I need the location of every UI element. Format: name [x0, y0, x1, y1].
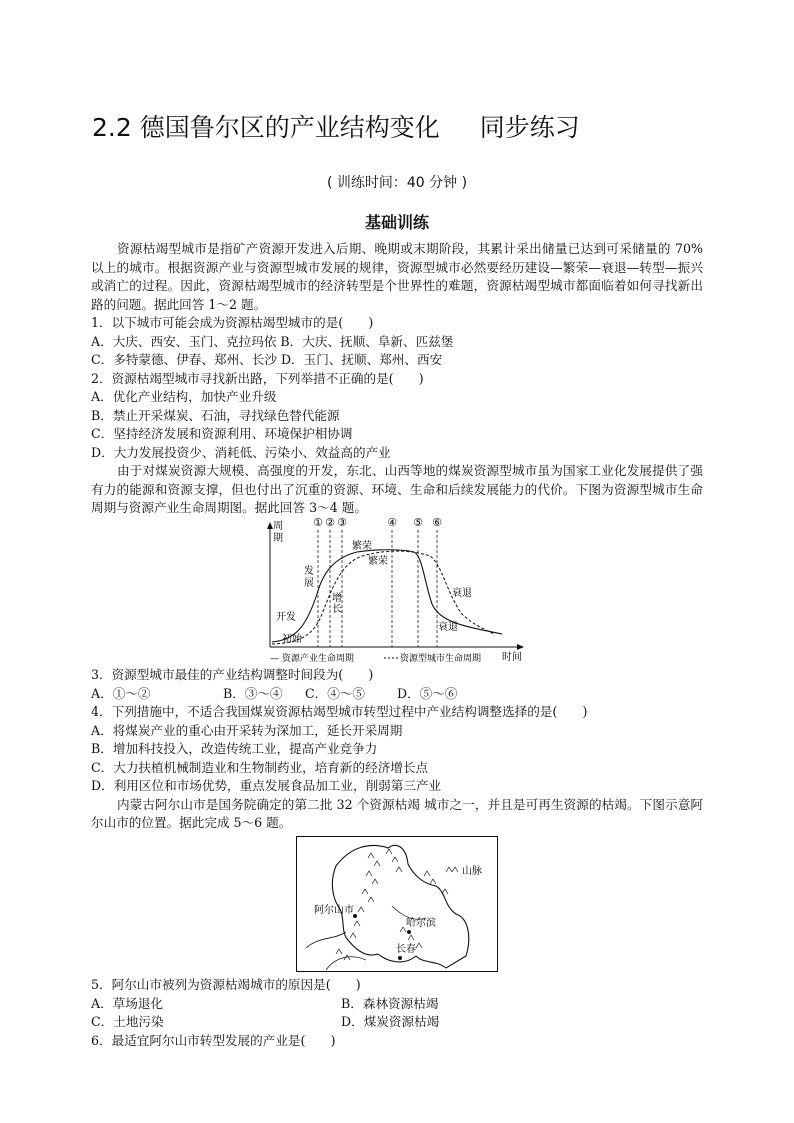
label-shuaitui-lower: 衰退: [438, 622, 458, 633]
y-axis-label-1: 周: [273, 521, 283, 532]
q4-option-c: C．大力扶植机械制造业和生物制药业，培育新的经济增长点: [91, 759, 429, 775]
stage-markers: [313, 516, 442, 529]
text-block-3: [91, 976, 703, 1050]
lifecycle-chart: [262, 514, 532, 664]
marker-1: ①: [313, 516, 323, 529]
q5-option-d: D．煤炭资源枯竭: [341, 1014, 440, 1029]
title-suffix: 同步练习: [479, 113, 580, 142]
x-axis-label: 时间: [502, 652, 522, 663]
text-block-1: [91, 240, 703, 518]
q2-option-c: C．坚持经济发展和资源利用、环境保护相协调: [91, 426, 353, 441]
label-fanrong-lower: 繁荣: [368, 556, 388, 567]
q3-option-b: B．③～④: [223, 685, 283, 701]
q5-stem: 5．阿尔山市被列为资源枯竭城市的原因是( ): [91, 977, 361, 992]
changchun-dot: [398, 956, 402, 960]
passage-1: 资源枯竭型城市是指矿产资源开发进入后期、晚期或末期阶段，其累计采出储量已达到可采储量的 70%以上的城市。根据资源产业与资源型城市发展的规律，资源型城市必然要经历建设—繁荣—衰退—转型—振兴或消亡的过程。因此，资源枯竭型城市的经济转型是个世界性的难题，资源枯竭型城市都面临着如何寻找新出路的问题。据此回答 1～2 题。: [91, 241, 704, 312]
label-zengzhang-2: 长: [332, 604, 342, 615]
passage-3: 内蒙古阿尔山市是国务院确定的第二批 32 个资源枯竭 城市之一，并且是可再生资源的枯竭。下图示意阿尔山市的位置。据此完成 5～6 题。: [91, 796, 703, 830]
q6-stem: 6．最适宜阿尔山市转型发展的产业是( ): [91, 1032, 336, 1048]
label-shuaitui-upper: 衰退: [452, 588, 472, 599]
marker-5: ⑤: [413, 516, 423, 529]
label-fazhan-1: 发: [304, 566, 314, 577]
label-mountain: 山脉: [462, 866, 482, 877]
q3-options: [91, 685, 703, 704]
label-zengzhang-1: 增: [332, 593, 342, 604]
page-title: [92, 108, 580, 144]
q3-option-c: C．④～⑤: [305, 685, 366, 701]
text-block-2: [91, 666, 703, 833]
passage-2: 由于对煤炭资源大规模、高强度的开发，东北、山西等地的煤炭资源型城市虽为国家工业化发展提供了强有力的能源和资源支撑，但也付出了沉重的资源、环境、生命和后续发展能力的代价。下图为资源型城市生命周期与资源产业生命周期图。据此回答 3～4 题。: [91, 463, 703, 515]
q4-stem: 4．下列措施中，不适合我国煤炭资源枯竭型城市转型过程中产业结构调整选择的是( ): [91, 704, 588, 719]
marker-4: ④: [387, 516, 397, 529]
q2-option-d: D．大力发展投资少、消耗低、污染小、效益高的产业: [91, 444, 391, 460]
q4-option-b: B．增加科技投入，改造传统工业，提高产业竞争力: [91, 741, 378, 756]
label-fanrong-upper: 繁荣: [352, 541, 372, 552]
label-changchun: 长春: [396, 944, 416, 955]
legend-solid: — 资源产业生命周期: [270, 654, 354, 664]
chart-legend: [270, 652, 481, 664]
q2-stem: 2．资源枯竭型城市寻找新出路，下列举措不正确的是( ): [91, 370, 424, 386]
q1-options-cd: C．多特蒙德、伊春、郑州、长沙 D．玉门、抚顺、郑州、西安: [91, 352, 443, 367]
legend-dashed: 资源型城市生命周期: [400, 654, 482, 664]
x-axis-arrow: [517, 644, 524, 650]
q5-options-cd: [91, 1013, 703, 1032]
label-chushi: 初始: [282, 634, 302, 645]
stage-labels: [276, 539, 522, 663]
y-axis-label-2: 期: [273, 533, 283, 544]
label-harbin: 哈尔滨: [406, 918, 436, 929]
section-heading: 基础训练: [364, 213, 429, 232]
q5-option-a: A．草场退化: [91, 995, 164, 1011]
harbin-dot: [407, 930, 411, 934]
label-kaifa: 开发: [276, 612, 296, 623]
q3-stem: 3．资源型城市最佳的产业结构调整时间段为( ): [91, 667, 374, 682]
label-fazhan-2: 展: [304, 578, 314, 589]
label-aershan: 阿尔山市: [314, 905, 354, 916]
q1-options-ab: A．大庆、西安、玉门、克拉玛依 B．大庆、抚顺、阜新、匹兹堡: [91, 333, 454, 349]
q3-option-a: A．①～②: [91, 685, 151, 701]
training-time: ( 训练时间：40 分钟 ): [326, 175, 468, 191]
q2-option-a: A．优化产业结构，加快产业升级: [91, 389, 277, 404]
q5-option-b: B．森林资源枯竭: [341, 995, 439, 1011]
q5-option-c: C．土地污染: [91, 1014, 164, 1029]
q3-option-d: D．⑤～⑥: [397, 685, 458, 701]
location-map: [296, 836, 498, 972]
marker-3: ③: [337, 516, 347, 529]
q2-option-b: B．禁止开采煤炭、石油，寻找绿色替代能源: [91, 407, 340, 423]
q5-options-ab: [91, 995, 703, 1014]
title-main: 2.2 德国鲁尔区的产业结构变化: [92, 113, 440, 142]
q1-stem: 1．以下城市可能会成为资源枯竭型城市的是( ): [91, 315, 374, 330]
q4-option-d: D．利用区位和市场优势，重点发展食品加工业，削弱第三产业: [91, 778, 442, 793]
stage-lines: [318, 530, 437, 647]
q4-option-a: A．将煤炭产业的重心由开采转为深加工，延长开采周期: [91, 722, 403, 738]
marker-2: ②: [325, 516, 335, 529]
marker-6: ⑥: [432, 516, 442, 529]
